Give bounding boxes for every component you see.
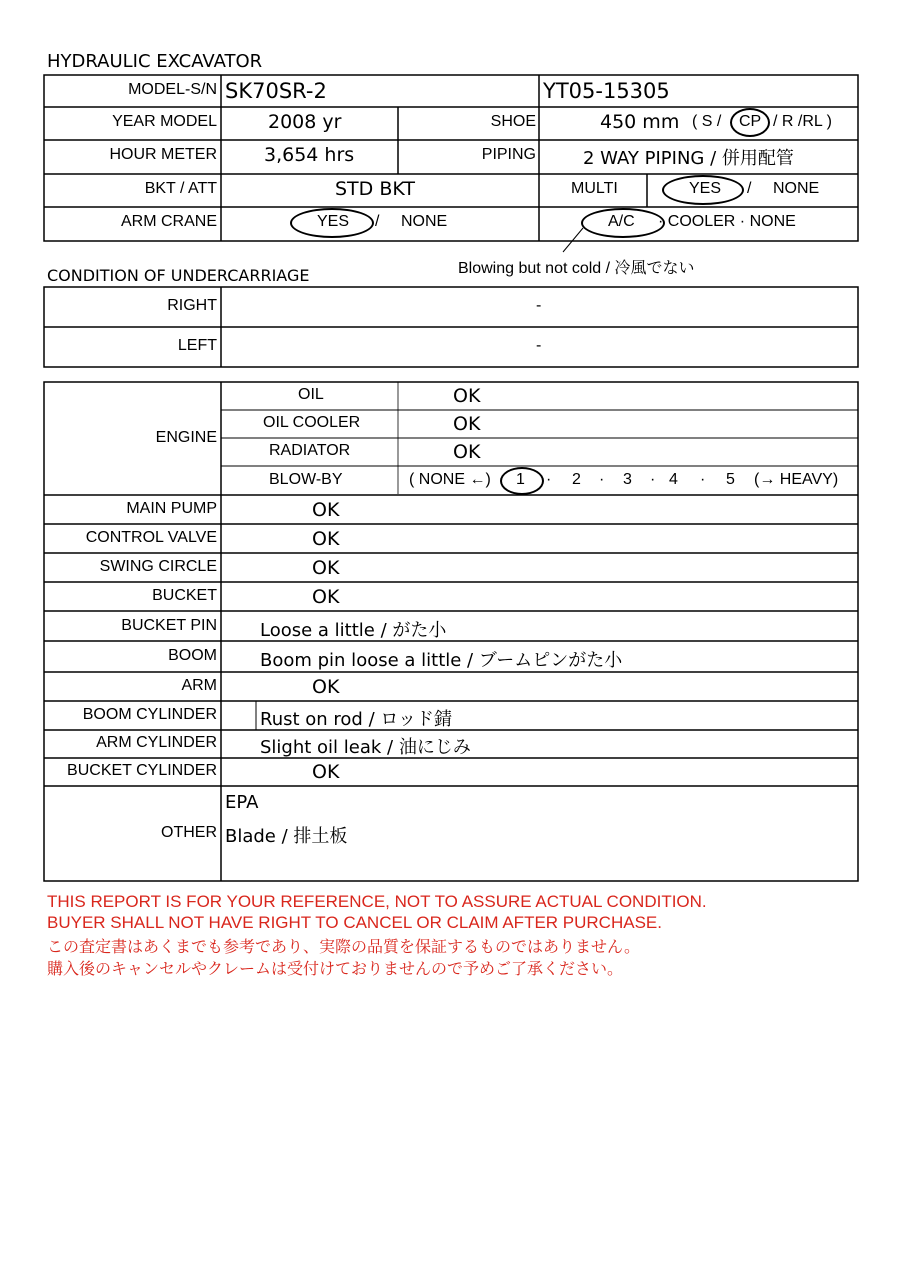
main-pump-value: OK: [312, 499, 340, 521]
boom-cylinder-value: Rust on rod / ロッド錆: [260, 709, 452, 730]
blowby-3: 3: [623, 471, 632, 488]
model-label: MODEL-S/N: [128, 81, 217, 98]
undercarriage-title: CONDITION OF UNDERCARRIAGE: [47, 266, 310, 285]
shoe-option-rest: / R /RL ): [773, 113, 832, 130]
disclaimer-line-3: この査定書はあくまでも参考であり、実際の品質を保証するものではありません。: [47, 939, 640, 956]
control-valve-label: CONTROL VALVE: [85, 529, 217, 546]
uc-right-label: RIGHT: [167, 297, 217, 314]
blowby-dot-3: ·: [650, 471, 656, 488]
engine-radiator-label: RADIATOR: [269, 442, 351, 459]
blowby-4: 4: [669, 471, 678, 488]
engine-label: ENGINE: [155, 429, 217, 446]
blowby-1: 1: [516, 471, 525, 488]
multi-none: NONE: [773, 180, 820, 197]
bucket-pin-value: Loose a little / がた小: [260, 620, 447, 641]
ac-note: Blowing but not cold / 冷風でない: [458, 260, 695, 277]
multi-sep: /: [747, 180, 752, 197]
shoe-label: SHOE: [490, 113, 536, 130]
swing-circle-value: OK: [312, 557, 340, 579]
model-value: SK70SR-2: [225, 79, 327, 103]
shoe-value: 450 mm: [600, 111, 680, 133]
multi-yes: YES: [689, 180, 722, 197]
bucket-cylinder-label: BUCKET CYLINDER: [67, 762, 217, 779]
page-title: HYDRAULIC EXCAVATOR: [47, 51, 263, 72]
shoe-option-s: ( S /: [692, 113, 722, 130]
arm-crane-label: ARM CRANE: [120, 213, 217, 230]
arm-cylinder-label: ARM CYLINDER: [96, 734, 217, 751]
disclaimer-line-2: BUYER SHALL NOT HAVE RIGHT TO CANCEL OR CLAIM AFTER PURCHASE.: [47, 913, 662, 932]
multi-label: MULTI: [571, 180, 618, 197]
disclaimer-line-4: 購入後のキャンセルやクレームは受付けておりませんので予めご了承ください。: [47, 961, 624, 978]
engine-radiator-value: OK: [453, 441, 481, 463]
serial-value: YT05-15305: [543, 79, 670, 103]
uc-right-value: -: [536, 297, 542, 314]
year-value: 2008 yr: [268, 111, 342, 133]
other-line-1: EPA: [225, 792, 259, 813]
engine-blowby-label: BLOW-BY: [269, 471, 343, 488]
uc-left-value: -: [536, 337, 542, 354]
other-line-2: Blade / 排土板: [225, 826, 348, 847]
boom-cylinder-label: BOOM CYLINDER: [82, 706, 217, 723]
arm-value: OK: [312, 676, 340, 698]
blowby-dot-4: ·: [700, 471, 706, 488]
boom-label: BOOM: [168, 647, 217, 664]
blowby-heavy: (→ HEAVY): [754, 471, 839, 488]
engine-oil-cooler-label: OIL COOLER: [263, 414, 361, 431]
ac-value: A/C: [608, 213, 635, 230]
boom-value: Boom pin loose a little / ブームピンがた小: [260, 650, 623, 671]
piping-label: PIPING: [481, 146, 536, 163]
bucket-value: OK: [312, 586, 340, 608]
arm-crane-yes: YES: [317, 213, 350, 230]
arm-crane-none: NONE: [401, 213, 448, 230]
arm-cylinder-value: Slight oil leak / 油にじみ: [260, 737, 471, 758]
hour-value: 3,654 hrs: [264, 144, 355, 166]
piping-value: 2 WAY PIPING / 併用配管: [583, 148, 794, 169]
other-label: OTHER: [161, 824, 217, 841]
engine-oil-label: OIL: [298, 386, 324, 403]
blowby-dot-2: ·: [599, 471, 605, 488]
bucket-cylinder-value: OK: [312, 761, 340, 783]
shoe-option-cp: CP: [739, 113, 762, 130]
bucket-pin-label: BUCKET PIN: [121, 617, 217, 634]
engine-oil-cooler-value: OK: [453, 413, 481, 435]
swing-circle-label: SWING CIRCLE: [99, 558, 217, 575]
blowby-dot-1: ·: [546, 471, 552, 488]
ac-rest: · COOLER · NONE: [658, 213, 796, 230]
uc-left-label: LEFT: [177, 337, 217, 354]
engine-oil-value: OK: [453, 385, 481, 407]
blowby-5: 5: [726, 471, 735, 488]
arm-label: ARM: [181, 677, 217, 694]
blowby-2: 2: [572, 471, 581, 488]
bucket-label: BUCKET: [152, 587, 217, 604]
bkt-label: BKT / ATT: [144, 180, 217, 197]
blowby-none: ( NONE ←): [409, 471, 491, 488]
arm-crane-sep: /: [375, 213, 380, 230]
hour-label: HOUR METER: [109, 146, 217, 163]
disclaimer-line-1: THIS REPORT IS FOR YOUR REFERENCE, NOT TO ASSURE ACTUAL CONDITION.: [47, 892, 707, 911]
year-label: YEAR MODEL: [112, 113, 217, 130]
main-pump-label: MAIN PUMP: [126, 500, 217, 517]
control-valve-value: OK: [312, 528, 340, 550]
bkt-value: STD BKT: [335, 178, 415, 200]
